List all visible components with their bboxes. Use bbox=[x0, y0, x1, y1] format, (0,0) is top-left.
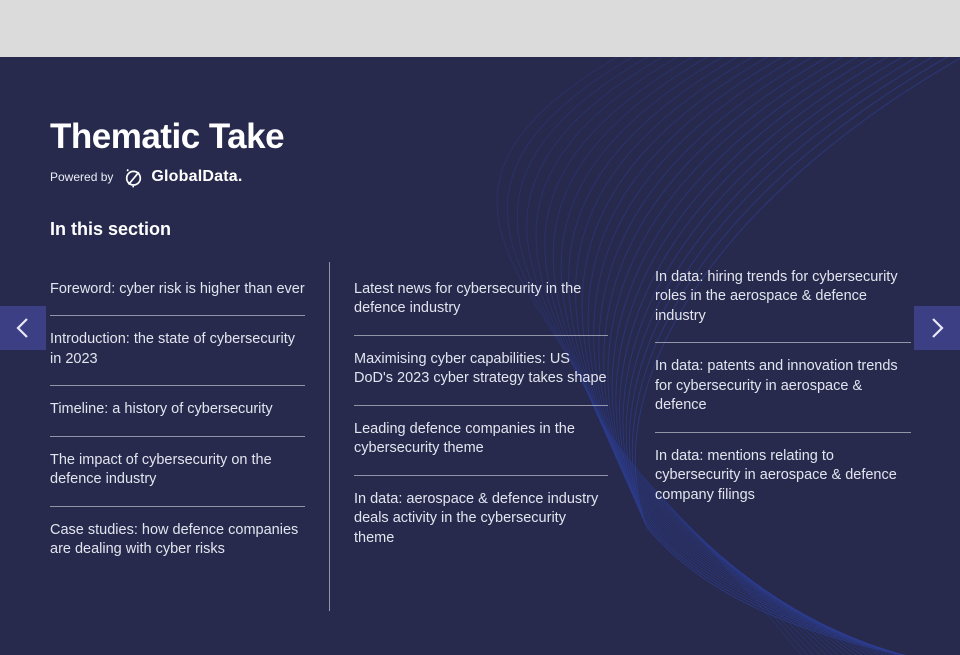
section-heading: In this section bbox=[50, 218, 172, 239]
item-divider bbox=[50, 506, 305, 507]
item-divider bbox=[354, 335, 608, 336]
section-link-maximising-cyber[interactable]: Maximising cyber capabilities: US DoD's 2023 cyber strategy takes shape bbox=[354, 350, 607, 387]
next-button[interactable] bbox=[914, 306, 960, 350]
section-link-filings-mentions[interactable]: In data: mentions relating to cybersecurity in aerospace & defence company filings bbox=[655, 447, 897, 503]
section-link-leading-companies[interactable]: Leading defence companies in the cybersecurity theme bbox=[354, 420, 575, 457]
section-link-introduction[interactable]: Introduction: the state of cybersecurity in 2023 bbox=[50, 331, 296, 367]
slide bbox=[0, 57, 960, 655]
item-divider bbox=[50, 315, 305, 316]
powered-by-label: Powered by bbox=[50, 170, 114, 185]
section-links bbox=[50, 262, 960, 611]
section-link-latest-news[interactable]: Latest news for cybersecurity in the defence industry bbox=[354, 280, 582, 317]
item-divider bbox=[354, 405, 608, 406]
chevron-left-icon bbox=[12, 315, 34, 341]
section-column-3 bbox=[655, 262, 911, 522]
section-link-case-studies[interactable]: Case studies: how defence companies are dealing with cyber risks bbox=[50, 521, 299, 558]
chevron-right-icon bbox=[926, 315, 948, 341]
previous-button[interactable] bbox=[0, 306, 46, 350]
item-divider bbox=[50, 436, 305, 437]
item-divider bbox=[655, 432, 911, 433]
globaldata-brand-name: GlobalData. bbox=[151, 168, 243, 186]
section-link-hiring-trends[interactable]: In data: hiring trends for cybersecurity roles in the aerospace & defence industry bbox=[655, 268, 898, 324]
section-column-1 bbox=[50, 262, 305, 576]
item-divider bbox=[655, 342, 911, 343]
column-divider bbox=[329, 262, 330, 611]
top-bar bbox=[0, 0, 960, 57]
section-link-deals-activity[interactable]: In data: aerospace & defence industry deals activity in the cybersecurity theme bbox=[354, 490, 599, 546]
globaldata-globe-icon bbox=[123, 167, 144, 188]
powered-by bbox=[50, 167, 960, 188]
item-divider bbox=[354, 475, 608, 476]
section-link-impact[interactable]: The impact of cybersecurity on the defence industry bbox=[50, 451, 272, 488]
section-link-foreword[interactable]: Foreword: cyber risk is higher than ever bbox=[50, 280, 305, 297]
section-link-timeline[interactable]: Timeline: a history of cybersecurity bbox=[50, 401, 273, 418]
section-column-2 bbox=[354, 262, 608, 565]
page-title: Thematic Take bbox=[50, 117, 285, 156]
item-divider bbox=[50, 385, 305, 386]
section-link-patents-innovation[interactable]: In data: patents and innovation trends for cybersecurity in aerospace & defence bbox=[655, 358, 898, 414]
